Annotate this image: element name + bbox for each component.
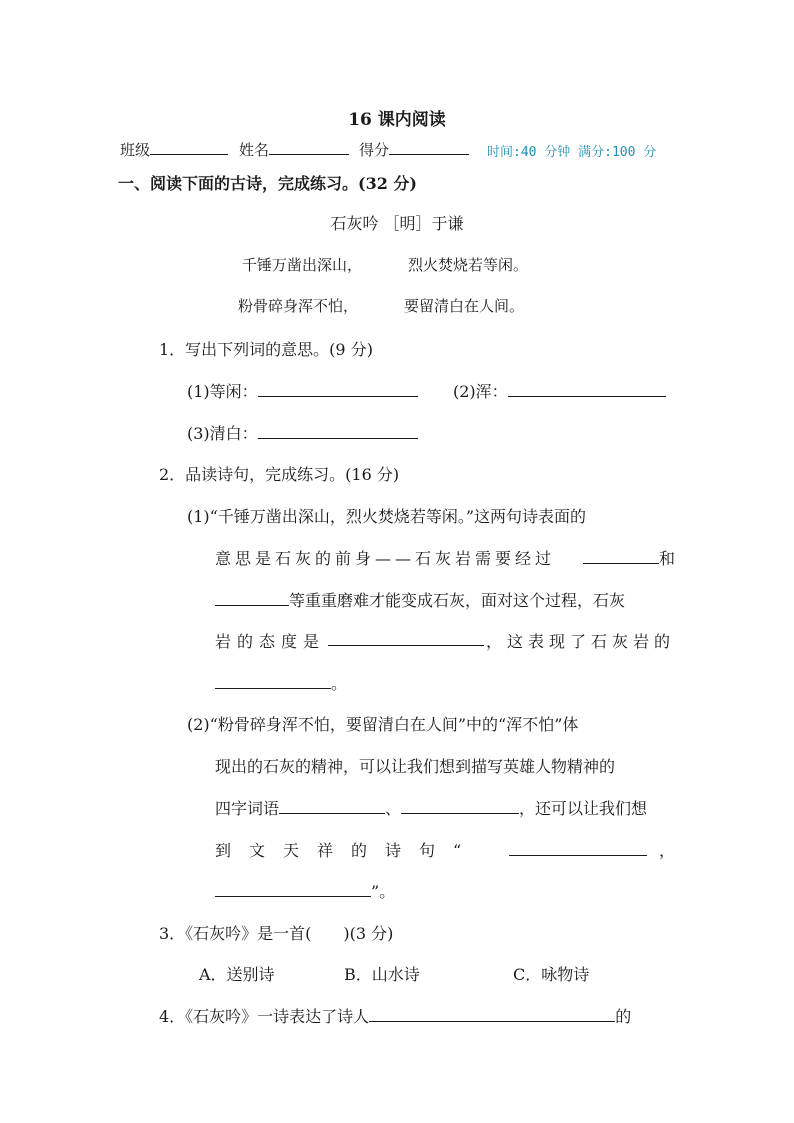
q2-p2-line3-sep: 、	[385, 799, 402, 818]
name-label: 姓名	[239, 141, 270, 159]
class-blank[interactable]	[150, 139, 228, 155]
page-title: 16 课内阅读	[348, 110, 446, 130]
score-field	[359, 139, 469, 160]
q2-p1-line3	[215, 588, 625, 611]
poem-line1b: 烈火焚烧若等闲。	[408, 256, 529, 274]
q1-item-3-label: (3)清白：	[187, 424, 258, 443]
q1-item-2-label: (2)浑：	[453, 382, 508, 401]
q1-item-2	[453, 379, 666, 402]
q2-p1-line1: (1)“千锤万凿出深山，烈火焚烧若等闲。”这两句诗表面的	[187, 507, 587, 526]
q2-p2-line1: (2)“粉骨碎身浑不怕，要留清白在人间”中的“浑不怕”体	[187, 715, 579, 734]
q1-answer-1[interactable]	[258, 380, 418, 397]
poem-line1a: 千锤万凿出深山，	[242, 256, 363, 274]
q2-p2-line5	[215, 879, 395, 902]
q2-p1-line3-text: 等重重磨难才能变成石灰，面对这个过程，石灰	[289, 591, 626, 610]
q2-p2-line2: 现出的石灰的精神，可以让我们想到描写英雄人物精神的	[215, 757, 616, 776]
q2-p1-line5-end: 。	[331, 674, 348, 693]
q2-p2-line3-text: 四字词语	[215, 799, 280, 818]
q1-answer-2[interactable]	[508, 380, 666, 397]
q2-p1-line2	[215, 546, 675, 569]
q2-blank-8[interactable]	[215, 880, 371, 897]
question-1: 1．写出下列词的意思。(9 分)	[159, 340, 373, 359]
q3-option-b[interactable]: B．山水诗	[344, 965, 420, 984]
q2-blank-6[interactable]	[401, 797, 519, 814]
q2-p2-line5-end: ”。	[371, 882, 396, 901]
name-blank[interactable]	[269, 139, 349, 155]
q2-blank-3[interactable]	[328, 629, 484, 646]
q2-p1-line4	[215, 629, 675, 652]
q2-p2-line3-tail: ，还可以让我们想	[519, 799, 648, 818]
q2-blank-5[interactable]	[279, 797, 385, 814]
q4-blank[interactable]	[369, 1005, 615, 1022]
poem-line2b: 要留清白在人间。	[404, 297, 525, 315]
q2-p2-line3	[215, 796, 647, 819]
q2-p2-line4-text: 到文天祥的诗句“	[215, 841, 480, 860]
time-info: 时间:40 分钟 满分:100 分	[487, 145, 657, 160]
class-label: 班级	[120, 141, 151, 159]
poem-title: 石灰吟 ［明］于谦	[330, 214, 464, 233]
q2-p2-line4-comma: ，	[658, 841, 675, 860]
question-3: 3．《石灰吟》是一首( )(3 分)	[159, 924, 394, 943]
q1-item-1-label: (1)等闲：	[187, 382, 258, 401]
q4-tail: 的	[615, 1007, 632, 1026]
q2-p2-line4	[215, 838, 675, 861]
q1-item-3	[187, 421, 418, 444]
q2-p1-line4-tail: ，这表现了石灰岩的	[485, 632, 675, 651]
score-label: 得分	[359, 141, 390, 159]
q2-blank-1[interactable]	[583, 547, 659, 564]
q1-item-1	[187, 379, 418, 402]
q2-blank-2[interactable]	[215, 589, 289, 606]
q4-text: 4．《石灰吟》一诗表达了诗人	[159, 1007, 370, 1026]
q1-answer-3[interactable]	[258, 422, 418, 439]
q2-p1-line2-text: 意思是石灰的前身——石灰岩需要经过	[215, 549, 556, 568]
q3-option-c[interactable]: C．咏物诗	[513, 965, 590, 984]
q3-option-a[interactable]: A．送别诗	[199, 965, 275, 984]
class-field	[120, 139, 228, 160]
poem-line2a: 粉骨碎身浑不怕，	[238, 297, 359, 315]
q2-p1-line2-and: 和	[658, 549, 675, 568]
q2-blank-7[interactable]	[509, 839, 647, 856]
q2-blank-4[interactable]	[215, 672, 331, 689]
question-2: 2．品读诗句，完成练习。(16 分)	[159, 465, 400, 484]
q2-p1-line4-text: 岩的态度是	[215, 632, 326, 651]
question-4	[159, 1004, 631, 1027]
q2-p1-line5	[215, 671, 347, 694]
name-field	[239, 139, 349, 160]
score-blank[interactable]	[389, 139, 469, 155]
section-heading: 一、阅读下面的古诗，完成练习。(32 分)	[118, 174, 417, 193]
